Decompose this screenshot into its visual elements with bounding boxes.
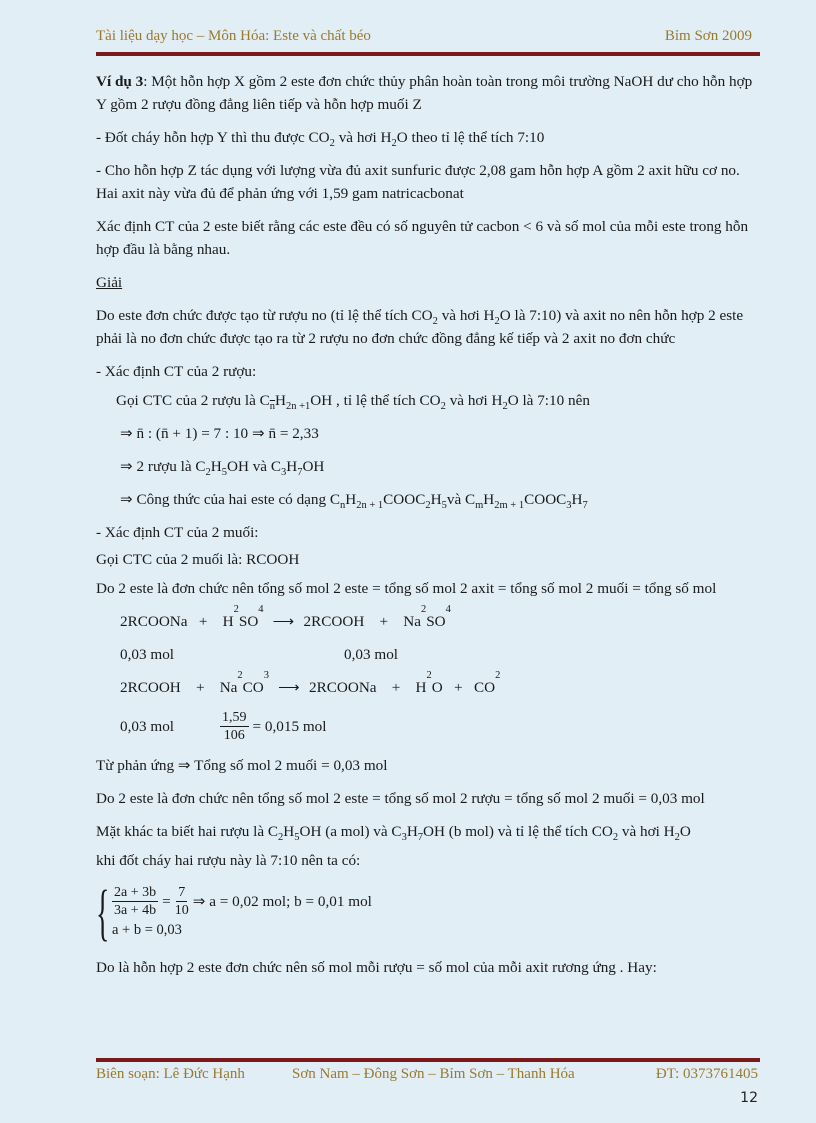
footer-place: Sơn Nam – Đông Sơn – Bỉm Sơn – Thanh Hóa (292, 1066, 575, 1082)
step-alcohols: - Xác định CT của 2 rượu: (96, 363, 257, 380)
reaction-arrow-icon: ⟶ (278, 679, 300, 696)
reaction-1-mol: 0,03 mol 0,03 mol (120, 646, 399, 663)
page-footer (96, 1066, 758, 1088)
example-label: Ví dụ 3 (96, 73, 144, 90)
alcohol-mol-statement: Mặt khác ta biết hai rượu là $C_2H_5OH$ (a mol) và $C_3H_7OH$ (b mol) và tỉ lệ thể tích $CO_2$ và hơi $H_2O$ (96, 823, 691, 843)
example-condition-2: - Cho hỗn hợp Z tác dụng với lượng vừa đủ axit sunfuric được 2,08 gam hỗn hợp A gồm 2 axit hữu cơ no. Hai axit này vừa đủ để phản ứng với 1,59 gam natricacbonat (96, 162, 740, 202)
fraction-ratio: $\frac{2a + 3b}{3a + 4b}$ (114, 885, 157, 918)
example-question: Xác định CT của 2 este biết rằng các este đều có số nguyên tử cacbon < 6 và số mol của mỗi este trong hỗn hợp đầu là bằng nhau. (96, 218, 749, 258)
reaction-arrow-icon: ⟶ (272, 613, 295, 630)
mol-equality-2: Do 2 este là đơn chức nên tổng số mol 2 este = tổng số mol 2 rượu = tổng số mol 2 muối = 0,03 mol (96, 790, 705, 807)
solution-heading: Giải (96, 274, 123, 291)
reaction-2: 2RCOOH + Na 2 CO 3 ⟶ 2RCOONa + H 2 O + CO 2 (96, 676, 760, 699)
solution-reasoning: Do este đơn chức được tạo từ rượu no (tỉ lệ thể tích $CO_2$ và hơi $H_2O$ là 7:10) và axit no nên hỗn hợp 2 este phải là no đơn chức được tạo ra từ 2 rượu no đơn chức đồng đẳng kế tiếp và 2 axit no đơn chức (96, 307, 744, 347)
alcohol-general-formula: Gọi CTC của 2 rượu là $C_{\overline{n}}H_{2n +1}OH$ , tỉ lệ thể tích $CO_2$ và hơi $H_2O$ là 7:10 nên (116, 392, 590, 412)
header-title: Tài liệu dạy học – Môn Hóa: Este và chất béo (96, 28, 371, 44)
reaction-1: 2RCOONa + H 2 SO 4 ⟶ 2RCOOH + Na 2 SO 4 (96, 610, 760, 633)
page-number: 12 (740, 1090, 758, 1106)
header-place-year: Bỉm Sơn 2009 (664, 28, 752, 44)
example-condition-1: - Đốt cháy hỗn hợp Y thì thu được $CO_2$ và hơi $H_2O$ theo tỉ lệ thể tích 7:10 (96, 129, 545, 149)
example-intro: Ví dụ 3: Một hỗn hợp X gồm 2 este đơn chức thủy phân hoàn toàn trong môi trường NaOH dư cho hỗn hợp Y gồm 2 rượu đồng đẳng liên tiếp và hỗn hợp muối Z (96, 73, 753, 113)
mol-equality-1: Do 2 este là đơn chức nên tổng số mol 2 este = tổng số mol 2 axit = tổng số mol 2 muối = tổng số mol (96, 580, 717, 597)
conclusion: Do là hỗn hợp 2 este đơn chức nên số mol mỗi rượu = số mol của mỗi axit rương ứng . Hay: (96, 959, 657, 976)
reaction-2-mol: 0,03 mol $\frac{1,59}{106}$ = 0,015 mol (120, 710, 327, 743)
header-rule (96, 52, 760, 56)
combustion-condition: khi đốt cháy hai rượu này là 7:10 nên ta có: (96, 852, 361, 869)
step-salts: - Xác định CT của 2 muối: (96, 524, 259, 541)
salt-general-formula: Gọi CTC của 2 muối là: RCOOH (96, 551, 300, 568)
fraction-1-59-106: $\frac{1,59}{106}$ (222, 710, 247, 743)
footer-rule (96, 1058, 760, 1062)
alcohol-names: ⇒ 2 rượu là $C_2H_5OH$ và $C_3H_7OH$ (120, 458, 325, 478)
left-brace-icon: { (96, 879, 110, 947)
footer-phone: ĐT: 0373761405 (655, 1066, 758, 1082)
document-body (96, 70, 760, 989)
n-equation: ⇒ n̄ : (n̄ + 1) = 7 : 10 ⇒ n̄ = 2,33 (120, 425, 319, 442)
page-header (96, 28, 752, 52)
footer-author: Biên soạn: Lê Đức Hạnh (96, 1066, 245, 1082)
total-salt-mol: Từ phản ứng ⇒ Tổng số mol 2 muối = 0,03 mol (96, 757, 388, 774)
fraction-7-10: $\frac{7}{10}$ (174, 885, 189, 918)
equation-system: { $\frac{2a + 3b}{3a + 4b}$ = $\frac{7}{10}$ ⇒ a = 0,02 mol; b = 0,01 mol a + b = 0,03 (96, 879, 372, 947)
ester-formula: ⇒ Công thức của hai este có dạng $C_nH_{2n + 1}COOC_2H_5và$ $C_mH_{2m + 1}COOC_3H_7$ (120, 491, 588, 511)
